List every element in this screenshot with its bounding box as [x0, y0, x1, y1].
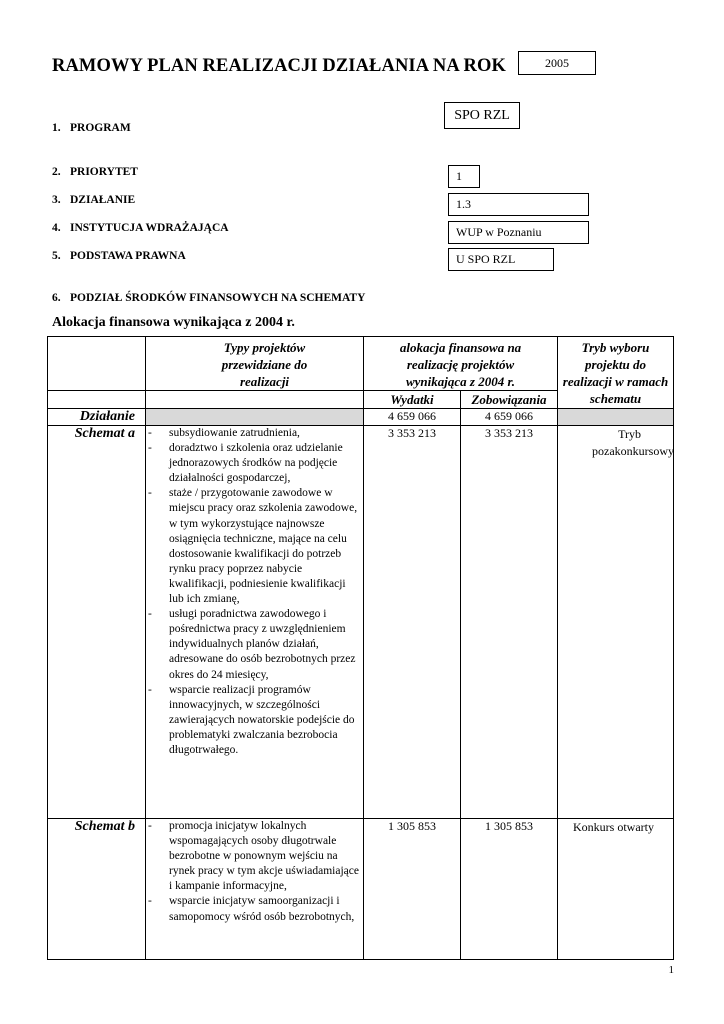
scheme-b-row [48, 819, 674, 960]
allocation-heading: Alokacja finansowa wynikająca z 2004 r. [52, 315, 295, 330]
scheme-a-row [48, 426, 674, 819]
field-program-label: 1. PROGRAM [52, 122, 131, 134]
list-item: - doradztwo i szkolenia oraz udzielanie jednorazowych środków na podjęcie działalności gospodarczej, [146, 441, 359, 486]
list-item: - wsparcie inicjatyw samoorganizacji i samopomocy wśród osób bezrobotnych, [146, 894, 359, 924]
table-header-row [48, 337, 674, 391]
header-selection-mode: Tryb wyboru projektu do realizacji w ramach schematu [558, 337, 674, 409]
field-schemes-label: 6. PODZIAŁ ŚRODKÓW FINANSOWYCH NA SCHEMATY [52, 292, 366, 304]
field-legal-basis-value: U SPO RZL [448, 248, 554, 271]
page-number: 1 [668, 964, 674, 976]
action-row-commitments: 4 659 066 [461, 409, 558, 426]
field-action-value: 1.3 [448, 193, 589, 216]
header-allocation: alokacja finansowa na realizację projektów wynikająca z 2004 r. [364, 337, 558, 391]
field-institution-label: 4. INSTYTUCJA WDRAŻAJĄCA [52, 222, 229, 234]
scheme-a-items [146, 426, 363, 758]
page-title: RAMOWY PLAN REALIZACJI DZIAŁANIA NA ROK [52, 56, 506, 76]
action-row-grey-cell-2 [558, 409, 674, 426]
program-code-box: SPO RZL [444, 102, 520, 129]
header-project-types: Typy projektów przewidziane do realizacji [146, 337, 364, 391]
list-item: - promocja inicjatyw lokalnych wspomagających osoby długotrwale bezrobotne w ponownym wejściu na rynek pracy w tym akcje uświadamiające i kampanie informacyjne, [146, 819, 359, 894]
allocation-table [47, 336, 674, 960]
list-item: - staże / przygotowanie zawodowe w miejscu pracy oraz szkolenia zawodowe, w tym wykorzystujące najnowsze osiągnięcia techniczne, mające na celu dostosowanie kwalifikacji do potrzeb rynku pracy poprzez nabycie kwalifikacji, podniesienie kwalifikacji lub ich zmianę, [146, 486, 359, 607]
scheme-a-items-cell [146, 426, 364, 819]
action-row [48, 409, 674, 426]
scheme-b-expenses: 1 305 853 [364, 819, 461, 960]
field-action-label: 3. DZIAŁANIE [52, 194, 136, 206]
action-row-expenses: 4 659 066 [364, 409, 461, 426]
header-commitments: Zobowiązania [461, 391, 558, 409]
action-row-grey-cell [146, 409, 364, 426]
header-empty-cell [48, 337, 146, 391]
year-box: 2005 [518, 51, 596, 75]
scheme-a-commitments: 3 353 213 [461, 426, 558, 819]
header-expenses: Wydatki [364, 391, 461, 409]
field-legal-basis-label: 5. PODSTAWA PRAWNA [52, 250, 186, 262]
scheme-b-mode: Konkurs otwarty [558, 819, 674, 960]
list-item: - wsparcie realizacji programów innowacyjnych, w szczególności zawierających nowatorskie podejście do problematyki zwalczania bezrobocia długotrwałego. [146, 683, 359, 758]
scheme-a-expenses: 3 353 213 [364, 426, 461, 819]
scheme-b-commitments: 1 305 853 [461, 819, 558, 960]
scheme-a-mode: Tryb pozakonkursowy [558, 426, 674, 819]
field-priority-label: 2. PRIORYTET [52, 166, 138, 178]
action-row-label: Działanie [48, 409, 146, 426]
scheme-b-items-cell [146, 819, 364, 960]
scheme-b-items [146, 819, 363, 925]
scheme-a-label: Schemat a [48, 426, 146, 819]
list-item: - subsydiowanie zatrudnienia, [146, 426, 359, 441]
scheme-b-label: Schemat b [48, 819, 146, 960]
field-institution-value: WUP w Poznaniu [448, 221, 589, 244]
list-item: - usługi poradnictwa zawodowego i pośrednictwa pracy z uwzględnieniem indywidualnych planów działań, adresowane do osób bezrobotnych przez okres do 24 miesięcy, [146, 607, 359, 682]
field-priority-value: 1 [448, 165, 480, 188]
